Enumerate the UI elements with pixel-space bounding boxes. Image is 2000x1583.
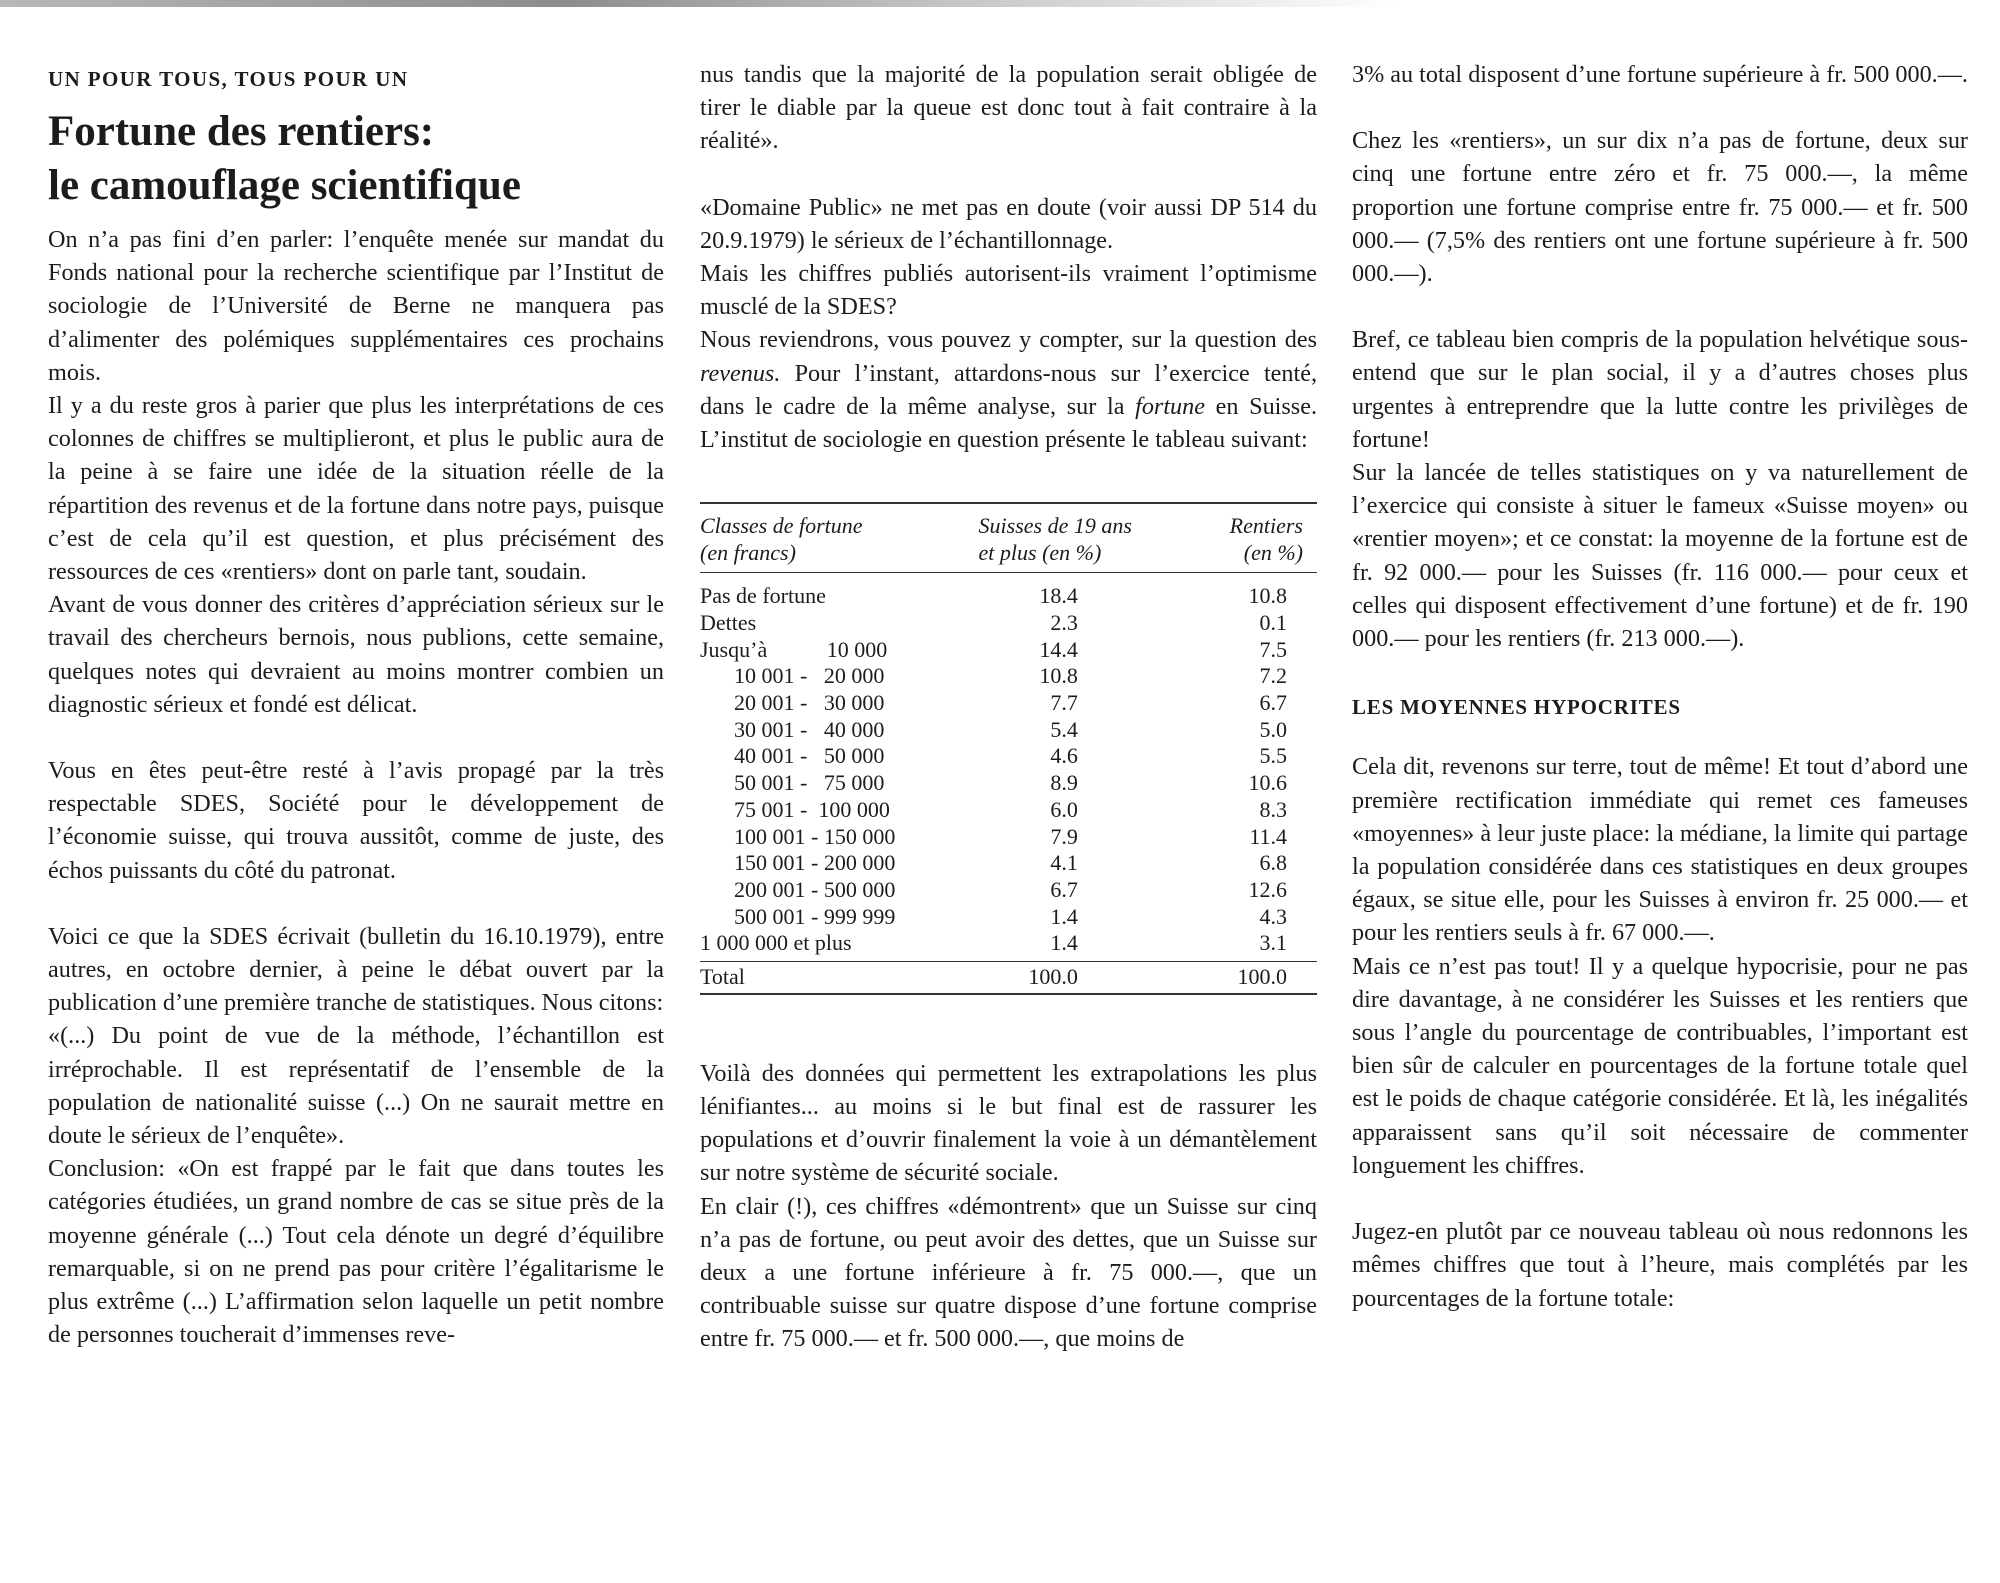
quote-paragraph: «(...) Du point de vue de la méthode, l’échantillon est irréprochable. Il est représentatif de l’ensemble de la population de nationalité suisse (...) On ne saurait mettre en doute le sérieux de l’enquête». [48,1022,664,1150]
rentiers-value: 11.4 [1249,823,1287,849]
suisses-value: 7.9 [1050,823,1078,849]
rentiers-value: 5.0 [1259,716,1287,742]
rentiers-value: 3.1 [1259,930,1287,956]
rentiers-value: 10.6 [1248,770,1287,796]
suisses-value: 14.4 [1039,636,1078,662]
paragraph: Bref, ce tableau bien compris de la population helvétique sous-entend que sur le plan social, il y a d’autres choses plus urgentes à entreprendre que la lutte contre les privilèges de fortune! [1352,326,1968,453]
rentiers-value: 0.1 [1259,609,1287,635]
table-row [700,743,1317,770]
headline-line-2: le camouflage scientifique [48,162,521,209]
suisses-value: 1.4 [1050,930,1078,956]
text-run: Nous reviendrons, vous pouvez y compter, sur la question des [700,326,1317,354]
text-run: en Suisse. L’institut de sociologie en question présente le tableau suivant: [700,392,1317,454]
suisses-value: 6.0 [1050,796,1078,822]
table-row [700,637,1317,664]
class-label: 150 001 - 200 000 [734,850,896,876]
rentiers-value: 7.5 [1259,636,1287,662]
suisses-total: 100.0 [967,962,1198,994]
table-row [700,717,1317,744]
paragraph: Voilà des données qui permettent les extrapolations les plus lénifiantes... au moins si le but final est de rassurer les populations et d’ouvrir finalement la voie à un démantèlement sur notre système de sécurité sociale. [700,1059,1317,1187]
class-label: 20 001 - 30 000 [734,690,885,716]
emphasis-revenus: revenus. [700,359,781,387]
header-rentiers [1198,503,1317,573]
rentiers-value: 10.8 [1248,583,1287,609]
class-label: Pas de fortune [700,583,826,609]
suisses-value: 6.7 [1050,876,1078,902]
conclusion-paragraph: Conclusion: «On est frappé par le fait que dans toutes les catégories étudiées, un grand nombre de cas se situe près de la moyenne générale (...) Tout cela dénote un degré d’équilibre remarquable, si on ne prend pas pour critère l’égalitarisme le plus extrême (...) L’affirmation selon laquelle un petit nombre de personnes toucherait d’immenses reve- [48,1155,664,1349]
suisses-value: 10.8 [1039,663,1078,689]
table-row [700,824,1317,851]
rentiers-value: 5.5 [1259,743,1287,769]
rentiers-value: 8.3 [1259,796,1287,822]
paragraph: Chez les «rentiers», un sur dix n’a pas de fortune, deux sur cinq une fortune entre zéro et fr. 75 000.—, la même proportion une fortune comprise entre fr. 75 000.— et fr. 500 000.— (7,5% des rentiers ont une fortune supérieure à fr. 500 000.—). [1352,127,1968,288]
class-label: 50 001 - 75 000 [734,770,885,796]
paragraph: Cela dit, revenons sur terre, tout de même! Et tout d’abord une première rectification immédiate qui remet ces fameuses «moyennes» à leur juste place: la médiane, la limite qui partage la population considérée dans ces statistiques en deux groupes égaux, se situe elle, pour les Suisses à environ fr. 25 000.— et pour les rentiers seuls à fr. 67 000.—. [1352,753,1968,947]
class-range-end: 10 000 [826,636,888,662]
table-row [700,663,1317,690]
class-label: 75 001 - 100 000 [734,796,890,822]
suisses-value: 18.4 [1039,583,1078,609]
total-label: Total [700,962,967,994]
scan-top-rule [0,0,1400,7]
fortune-table [700,502,1317,995]
header-text: (en francs) [700,540,796,566]
class-label: 1 000 000 et plus [700,930,852,956]
rentiers-total: 100.0 [1198,962,1317,994]
suisses-value: 8.9 [1050,770,1078,796]
header-text: et plus (en %) [978,540,1102,566]
paragraph: Sur la lancée de telles statistiques on y va naturellement de l’exercice qui consiste à situer le fameux «Suisse moyen» ou «rentier moyen»; et ce constat: la moyenne de la fortune est de fr. 92 000.— pour les Suisses (fr. 116 000.— pour ceux et celles qui disposent effectivement d’une fortune) et de fr. 190 000.— pour les rentiers (fr. 213 000.—). [1352,459,1968,653]
paragraph: En clair (!), ces chiffres «démontrent» que un Suisse sur cinq n’a pas de fortune, ou peut avoir des dettes, que un Suisse sur deux a une fortune inférieure à fr. 75 000.—, que un contribuable suisse sur quatre dispose d’une fortune comprise entre fr. 75 000.— et fr. 500 000.—, que moins de [700,1192,1317,1353]
class-label: Dettes [700,609,757,635]
paragraph: «Domaine Public» ne met pas en doute (voir aussi DP 514 du 20.9.1979) le sérieux de l’échantillonnage. [700,193,1317,254]
class-label: 200 001 - 500 000 [734,876,896,902]
rentiers-value: 4.3 [1259,903,1287,929]
rentiers-value: 7.2 [1259,663,1287,689]
paragraph: Mais ce n’est pas tout! Il y a quelque hypocrisie, pour ne pas dire davantage, à ne considérer les Suisses et les rentiers que sous l’angle du pourcentage de contribuables, l’important est bien sûr de calculer en pourcentages de la fortune totale quel est le poids de chaque catégorie considérée. Et là, les inégalités apparaissent sans qu’il soit nécessaire de commenter longuement les chiffres. [1352,952,1968,1179]
class-label: 10 001 - 20 000 [734,663,885,689]
rentiers-value: 6.7 [1259,690,1287,716]
paragraph: Voici ce que la SDES écrivait (bulletin du 16.10.1979), entre autres, en octobre dernier, à peine le débat ouvert par la publication d’une première tranche de statistiques. Nous citons: [48,922,664,1017]
paragraph: Jugez-en plutôt par ce nouveau tableau où nous redonnons les mêmes chiffres que tout à l’heure, mais complétés par les pourcentages de la fortune totale: [1352,1218,1968,1312]
table-row [700,573,1317,610]
header-classes [700,503,967,573]
paragraph: On n’a pas fini d’en parler: l’enquête menée sur mandat du Fonds national pour la recherche scientifique par l’Institut de sociologie de l’Université de Berne ne manquera pas d’alimenter des polémiques supplémentaires ces prochains mois. [48,226,664,386]
suisses-value: 4.6 [1050,743,1078,769]
column-2 [700,58,1317,1356]
table-row [700,850,1317,877]
suisses-value: 5.4 [1050,716,1078,742]
table-row [700,770,1317,797]
class-label [700,637,967,664]
header-suisses [967,503,1198,573]
section-heading: LES MOYENNES HYPOCRITES [1352,695,1681,720]
class-label: 100 001 - 150 000 [734,823,896,849]
class-label: 40 001 - 50 000 [734,743,885,769]
paragraph: Il y a du reste gros à parier que plus les interprétations de ces colonnes de chiffres se multiplieront, et plus le public aura de la peine à se faire une idée de la situation réelle de la répartition des revenus et de la fortune dans notre pays, puisque c’est de cela qu’il est question, et plus précisément des ressources de ces «rentiers» dont on parle tant, soudain. [48,392,664,586]
column-3 [1352,58,1968,1315]
table-row [700,877,1317,904]
kicker: UN POUR TOUS, TOUS POUR UN [48,67,409,91]
header-text: Rentiers [1229,513,1303,539]
paragraph: Vous en êtes peut-être resté à l’avis propagé par la très respectable SDES, Société pour le développement de l’économie suisse, qui trouva aussitôt, comme de juste, des échos puissants du côté du patronat. [48,757,664,884]
header-text: Suisses de 19 ans [978,513,1132,539]
suisses-value: 4.1 [1050,850,1078,876]
table-row [700,930,1317,961]
suisses-value: 2.3 [1050,609,1078,635]
class-label-text: Jusqu’à [700,636,768,662]
class-label: 30 001 - 40 000 [734,716,885,742]
paragraph: Avant de vous donner des critères d’appréciation sérieux sur le travail des chercheurs bernois, nous publions, cette semaine, quelques notes qui devraient au moins montrer combien un diagnostic sérieux et fondé est délicat. [48,591,664,718]
table-header-row [700,503,1317,573]
table-total-row [700,962,1317,994]
table-row [700,610,1317,637]
rentiers-value: 12.6 [1248,876,1287,902]
paragraph: 3% au total disposent d’une fortune supérieure à fr. 500 000.—. [1352,61,1968,88]
table-row [700,797,1317,824]
text-run: Pour l’instant, attardons-nous sur l’exercice tenté, dans le cadre de la même analyse, sur la [700,359,1317,420]
paragraph: nus tandis que la majorité de la population serait obligée de tirer le diable par la queue est donc tout à fait contraire à la réalité». [700,61,1317,155]
table-row [700,904,1317,931]
suisses-value: 7.7 [1050,690,1078,716]
rentiers-value: 6.8 [1259,850,1287,876]
header-text: Classes de fortune [700,513,863,539]
header-text: (en %) [1243,540,1303,566]
paragraph: Mais les chiffres publiés autorisent-ils vraiment l’optimisme musclé de la SDES? [700,260,1317,321]
paragraph [700,323,1317,456]
suisses-value: 1.4 [1050,903,1078,929]
column-1 [48,58,664,1352]
emphasis-fortune: fortune [1135,392,1205,420]
headline-line-1: Fortune des rentiers: [48,108,435,155]
class-label: 500 001 - 999 999 [734,903,896,929]
table-row [700,690,1317,717]
headline [48,105,664,213]
